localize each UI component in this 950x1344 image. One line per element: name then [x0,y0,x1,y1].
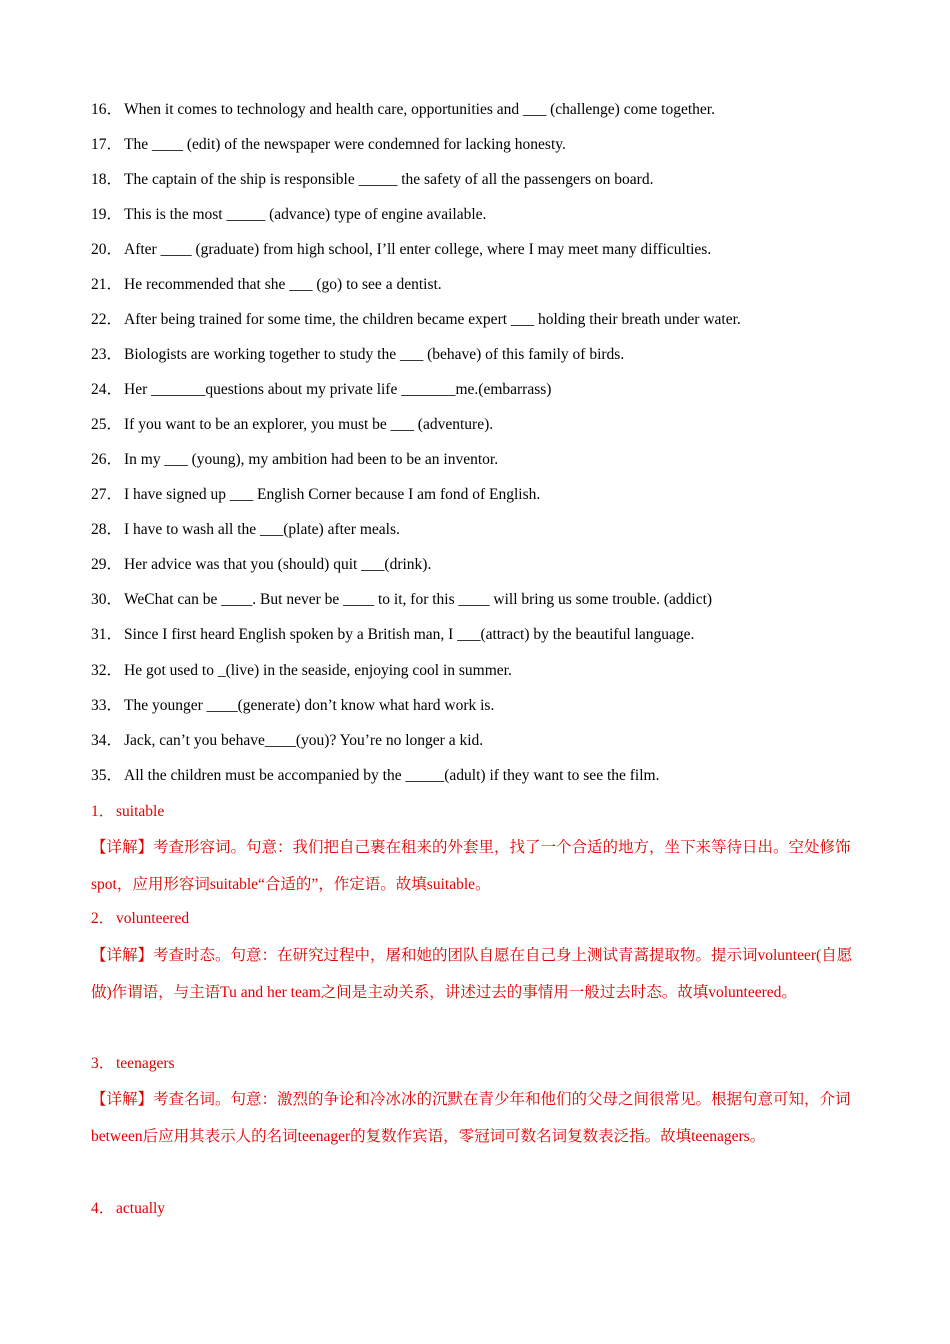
answer-word: actually [116,1200,166,1217]
question-text: All the children must be accompanied by the _____(adult) if they want to see the film. [124,767,660,784]
question-text: This is the most _____ (advance) type of engine available. [124,206,487,223]
question-text: Since I first heard English spoken by a British man, I ___(attract) by the beautiful language. [124,626,695,643]
question-22: 22． After being trained for some time, the children became expert ___ holding their breath under water. [91,311,741,328]
question-text: I have to wash all the ___(plate) after meals. [124,521,400,538]
answer-3-explanation: 【详解】考查名词。句意：激烈的争论和冷冰冰的沉默在青少年和他们的父母之间很常见。根据句意可知，介词between后应用其表示人的名词teenager的复数作宾语，零冠词可数名词复数表泛指。故填teenagers。 [91,1091,851,1145]
question-text: He recommended that she ___ (go) to see a dentist. [124,276,442,293]
question-text: After being trained for some time, the children became expert ___ holding their breath under water. [124,311,741,328]
question-text: The captain of the ship is responsible _____ the safety of all the passengers on board. [124,171,654,188]
question-31: 31． Since I first heard English spoken by a British man, I ___(attract) by the beautiful language. [91,626,695,643]
question-text: Her advice was that you (should) quit ___(drink). [124,556,432,573]
answer-1-explanation: 【详解】考查形容词。句意：我们把自己裹在租来的外套里，找了一个合适的地方，坐下来等待日出。空处修饰spot，应用形容词suitable“合适的”，作定语。故填suitable。 [91,839,851,893]
answer-word: teenagers [116,1055,175,1072]
question-text: The ____ (edit) of the newspaper were condemned for lacking honesty. [124,136,566,153]
question-text: When it comes to technology and health care, opportunities and ___ (challenge) come together. [124,101,715,118]
question-27: 27． I have signed up ___ English Corner because I am fond of English. [91,486,541,503]
question-text: Jack, can’t you behave____(you)? You’re no longer a kid. [124,732,484,749]
question-19: 19． This is the most _____ (advance) type of engine available. [91,206,487,223]
question-text: The younger ____(generate) don’t know what hard work is. [124,697,495,714]
question-text: If you want to be an explorer, you must be ___ (adventure). [124,416,494,433]
question-16: 16． When it comes to technology and health care, opportunities and ___ (challenge) come together. [91,101,715,118]
question-34: 34． Jack, can’t you behave____(you)? You’re no longer a kid. [91,732,484,749]
question-30: 30． WeChat can be ____. But never be ____ to it, for this ____ will bring us some trouble. (addict) [91,591,713,608]
answer-word: suitable [116,803,165,820]
question-28: 28． I have to wash all the ___(plate) after meals. [91,521,400,538]
question-24: 24． Her _______questions about my private life _______me.(embarrass) [91,381,552,398]
answer-1: 1． suitable [91,803,165,820]
question-text: After ____ (graduate) from high school, I’ll enter college, where I may meet many difficulties. [124,241,712,258]
question-25: 25． If you want to be an explorer, you must be ___ (adventure). [91,416,494,433]
question-18: 18． The captain of the ship is responsible _____ the safety of all the passengers on board. [91,171,654,188]
question-17: 17． The ____ (edit) of the newspaper were condemned for lacking honesty. [91,136,566,153]
question-text: He got used to _(live) in the seaside, enjoying cool in summer. [124,662,512,679]
answer-4: 4． actually [91,1200,166,1217]
question-20: 20． After ____ (graduate) from high school, I’ll enter college, where I may meet many difficulties. [91,241,712,258]
question-33: 33． The younger ____(generate) don’t know what hard work is. [91,697,495,714]
question-29: 29． Her advice was that you (should) quit ___(drink). [91,556,432,573]
question-text: In my ___ (young), my ambition had been to be an inventor. [124,451,499,468]
question-21: 21． He recommended that she ___ (go) to see a dentist. [91,276,442,293]
question-35: 35． All the children must be accompanied by the _____(adult) if they want to see the film. [91,767,660,784]
answer-2: 2． volunteered [91,910,190,927]
answer-word: volunteered [116,910,190,927]
question-32: 32． He got used to _(live) in the seaside, enjoying cool in summer. [91,662,512,679]
question-26: 26． In my ___ (young), my ambition had been to be an inventor. [91,451,499,468]
question-23: 23． Biologists are working together to study the ___ (behave) of this family of birds. [91,346,625,363]
answer-3: 3． teenagers [91,1055,175,1072]
question-text: Her _______questions about my private life _______me.(embarrass) [124,381,552,398]
question-text: I have signed up ___ English Corner because I am fond of English. [124,486,541,503]
answer-2-explanation: 【详解】考查时态。句意：在研究过程中，屠和她的团队自愿在自己身上测试青蒿提取物。提示词volunteer(自愿做)作谓语，与主语Tu and her team之间是主动关系，讲述过去的事情用一般过去时态。故填volunteered。 [91,947,853,1001]
question-text: Biologists are working together to study the ___ (behave) of this family of birds. [124,346,625,363]
question-text: WeChat can be ____. But never be ____ to it, for this ____ will bring us some trouble. (addict) [124,591,713,608]
